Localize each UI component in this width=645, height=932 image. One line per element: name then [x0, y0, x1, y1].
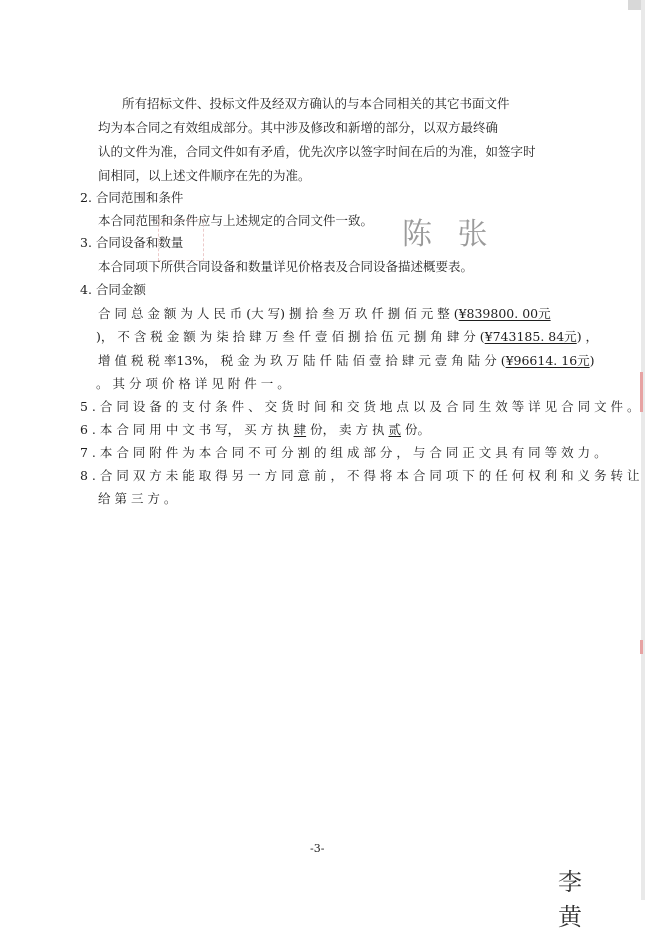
amount-line-pretax — [96, 328, 598, 346]
paragraph-line: 间相同，以上述文件顺序在先的为准。 — [98, 168, 311, 183]
section-heading: 3. 合同设备和数量 — [80, 235, 184, 250]
clause-5: 5 . 合 同 设 备 的 支 付 条 件 、 交 货 时 间 和 交 货 地 点 以 及 合 同 生 效 等 详 见 合 同 文 件 。 — [80, 399, 640, 414]
amount-text: ) ， — [576, 329, 599, 344]
clause-text: 份。 — [401, 422, 430, 437]
paragraph-line: 认的文件为准，合同文件如有矛盾，优先次序以签字时间在后的为准，如签字时 — [98, 144, 536, 159]
amount-line-tax — [98, 352, 595, 370]
amount-text: ) — [589, 353, 595, 368]
seller-copies: 贰 — [388, 422, 401, 437]
paragraph-line: 所有招标文件、投标文件及经双方确认的与本合同相关的其它书面文件 — [122, 96, 510, 111]
paragraph-line: 均为本合同之有效组成部分。其中涉及修改和新增的部分，以双方最终确 — [98, 120, 499, 135]
page-number: -3- — [310, 842, 325, 855]
clause-6 — [80, 421, 430, 439]
seal-edge-mark — [640, 640, 643, 654]
amount-pretax-value: ¥743185. 84元 — [484, 329, 577, 344]
paragraph-line: 给 第 三 方 。 — [98, 491, 177, 506]
amount-line-total — [98, 305, 551, 323]
paragraph-line: 本合同范围和条件应与上述规定的合同文件一致。 — [98, 213, 374, 228]
clause-7: 7 . 本 合 同 附 件 为 本 合 同 不 可 分 割 的 组 成 部 分 ， 与 合 同 正 文 具 有 同 等 效 力 。 — [80, 445, 607, 460]
seal-edge-mark — [640, 372, 643, 412]
amount-text: 合 同 总 金 额 为 人 民 币 (大 写) 捌 拾 叁 万 玖 仟 捌 佰 元 整 ( — [98, 306, 459, 321]
amount-total-value: ¥839800. 00元 — [458, 306, 551, 321]
handwritten-signature: 陈 张 — [402, 217, 496, 252]
amount-text: )， 不 含 税 金 额 为 柒 拾 肆 万 叁 仟 壹 佰 捌 拾 伍 元 捌 角 肆 分 ( — [96, 329, 485, 344]
section-heading: 4. 合同金额 — [80, 282, 146, 297]
paragraph-line: 本合同项下所供合同设备和数量详见价格表及合同设备描述概要表。 — [98, 259, 474, 274]
section-heading: 2. 合同范围和条件 — [80, 190, 184, 205]
page-edge-right — [641, 0, 645, 900]
paragraph-line: 。 其 分 项 价 格 详 见 附 件 一 。 — [96, 376, 290, 391]
amount-tax-value: ¥96614. 16元 — [505, 353, 590, 368]
clause-8: 8 . 合 同 双 方 未 能 取 得 另 一 方 同 意 前 ， 不 得 将 本 合 同 项 下 的 任 何 权 利 和 义 务 转 让 — [80, 468, 640, 483]
clause-text: 6 . 本 合 同 用 中 文 书 写， 买 方 执 — [80, 422, 294, 437]
buyer-copies: 肆 — [293, 422, 307, 437]
handwritten-initials: 李 黄 — [558, 868, 596, 931]
amount-text: 增 值 税 税 率13%， 税 金 为 玖 万 陆 仟 陆 佰 壹 拾 肆 元 壹 角 陆 分 ( — [98, 353, 506, 368]
clause-text: 份， 卖 方 执 — [306, 422, 389, 437]
